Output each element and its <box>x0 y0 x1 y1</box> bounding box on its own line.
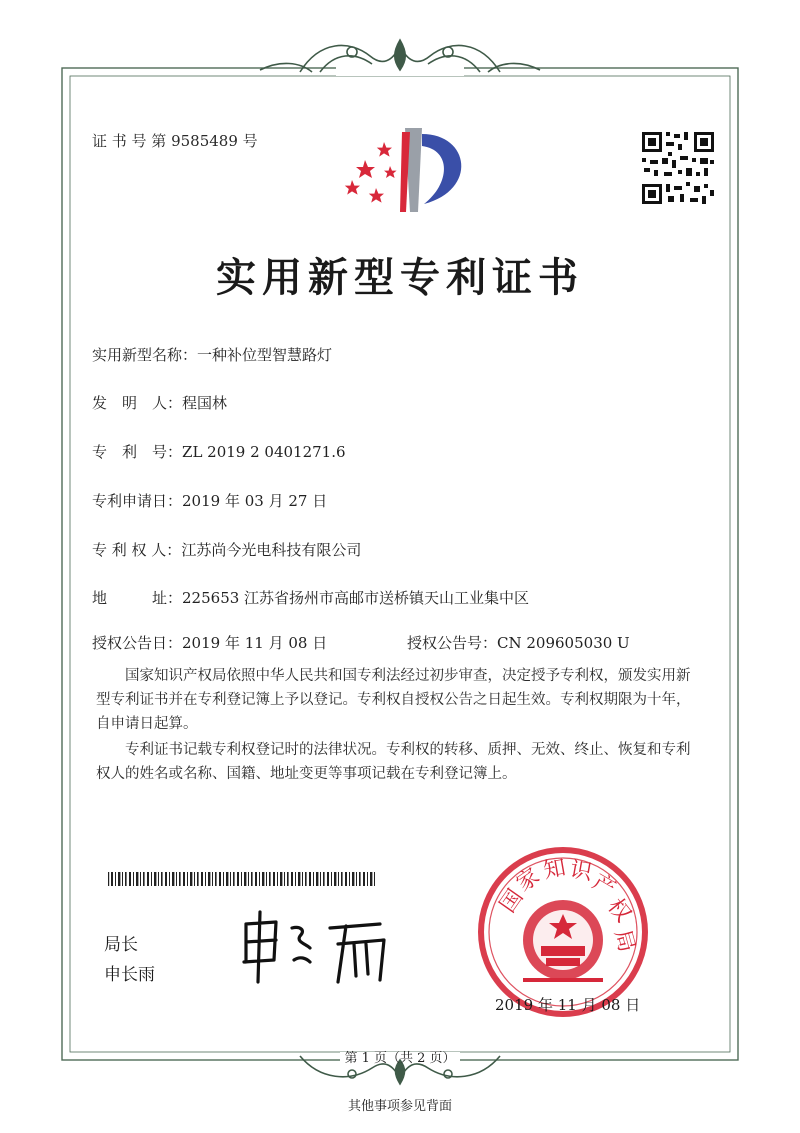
field-value: 程国林 <box>182 394 228 412</box>
field-value: 225653 江苏省扬州市高邮市送桥镇天山工业集中区 <box>182 589 530 607</box>
field-address <box>92 587 529 609</box>
page-title: 实用新型专利证书 <box>216 254 584 301</box>
svg-text:产: 产 <box>588 869 620 903</box>
field-inventor <box>92 392 227 414</box>
field-value: 2019 年 11 月 08 日 <box>182 634 328 652</box>
field-value: CN 209605030 U <box>497 634 630 652</box>
field-label: 专利申请日： <box>92 492 183 510</box>
director-signature <box>244 912 384 982</box>
svg-text:家: 家 <box>512 863 545 897</box>
qr-code <box>640 130 716 206</box>
field-value: 江苏尚今光电科技有限公司 <box>181 541 362 559</box>
back-note: 其他事项参见背面 <box>347 1099 452 1114</box>
certificate-number: 证 书 号 第 9585489 号 <box>92 132 258 150</box>
field-label: 实用新型名称： <box>92 346 198 364</box>
field-patent-number <box>92 441 346 463</box>
field-utility-model-name <box>92 344 332 366</box>
field-grant-number <box>407 632 630 654</box>
svg-text:识: 识 <box>567 857 594 886</box>
top-ornament <box>260 36 540 76</box>
field-patentee <box>92 539 361 561</box>
field-label: 授权公告号： <box>407 634 498 652</box>
svg-text:权: 权 <box>602 894 636 928</box>
field-value: ZL 2019 2 0401271.6 <box>182 443 346 461</box>
svg-text:国: 国 <box>495 885 529 918</box>
field-grant-date <box>92 632 327 654</box>
field-label: 授权公告日： <box>92 634 183 652</box>
director-title: 局长 <box>104 935 138 955</box>
director-name: 申长雨 <box>104 965 155 985</box>
seal-date: 2019 年 11 月 08 日 <box>495 996 641 1014</box>
svg-text:知: 知 <box>541 855 568 884</box>
field-value: 一种补位型智慧路灯 <box>197 346 333 364</box>
svg-text:局: 局 <box>609 927 640 955</box>
barcode <box>108 872 375 886</box>
seal-lettering <box>481 850 645 1014</box>
field-label: 发 明 人： <box>92 394 183 412</box>
field-label: 专 利 号： <box>92 443 183 461</box>
field-filing-date <box>92 490 327 512</box>
field-label: 专 利 权 人： <box>92 541 182 559</box>
field-value: 2019 年 03 月 27 日 <box>182 492 328 510</box>
field-label: 地 址： <box>92 589 183 607</box>
legal-paragraph: 专利证书记载专利权登记时的法律状况。专利权的转移、质押、无效、终止、恢复和专利权人的姓名或名称、国籍、地址变更等事项记载在专利登记簿上。 <box>96 742 691 782</box>
page-number: 第 1 页（共 2 页） <box>344 1051 456 1066</box>
patent-office-logo <box>345 128 462 212</box>
legal-paragraph: 国家知识产权局依照中华人民共和国专利法经过初步审查，决定授予专利权，颁发实用新型专利证书并在专利登记簿上予以登记。专利权自授权公告之日起生效。专利权期限为十年，自申请日起算。 <box>96 668 691 732</box>
